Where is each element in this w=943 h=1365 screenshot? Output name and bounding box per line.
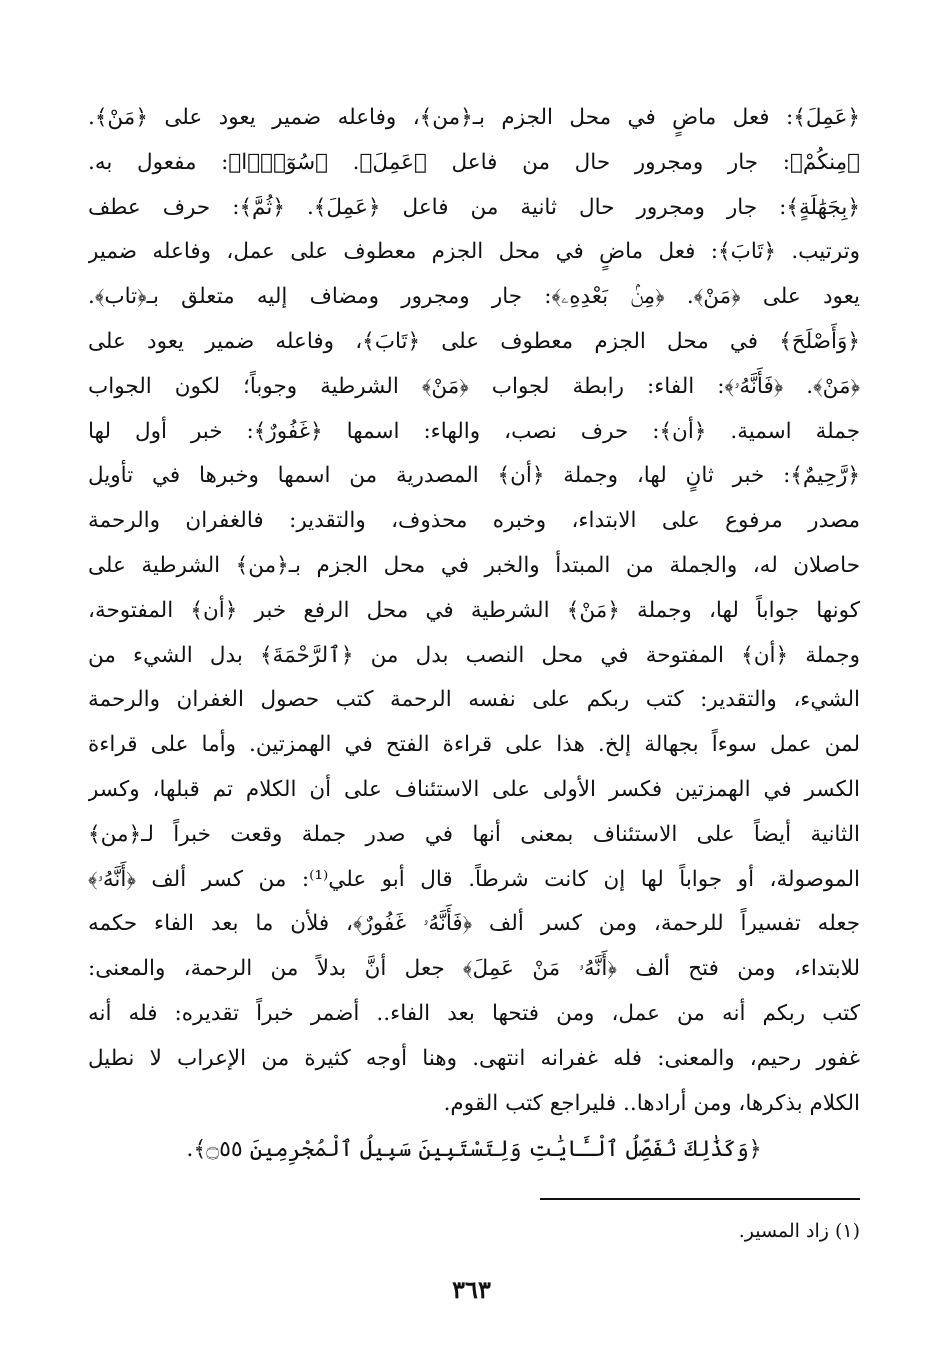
page-number: ٣٦٣ <box>452 1275 491 1304</box>
text-line: حاصلان له، والجملة من المبتدأ والخبر في محل الجزم بـ﴿من﴾ الشرطية على <box>88 552 860 578</box>
text-line: ﴿عَمِلَ﴾: فعل ماضٍ في محل الجزم بـ﴿من﴾، وفاعله ضمير يعود على ﴿مَنْ﴾. <box>88 105 860 130</box>
text-line: جعله تفسيراً للرحمة، ومن كسر ألف ﴿فَأَنَّهُۥ غَفُورٌ﴾، فلأن ما بعد الفاء حكمه <box>88 911 860 937</box>
text-line: يعود على ﴿مَنْ﴾. ﴿مِنۢ بَعْدِهِۦ﴾: جار ومجرور ومضاف إليه متعلق بـ﴿تاب﴾. <box>88 284 860 310</box>
text-line: وجملة ﴿أن﴾ المفتوحة في محل النصب بدل من ﴿ٱلرَّحْمَةَ﴾ بدل الشيء من <box>88 642 860 668</box>
text-line: الكسر في الهمزتين فكسر الأولى على الاستئناف على أن الكلام تم قبلها، وكسر <box>88 776 860 802</box>
text-line: جملة اسمية. ﴿أن﴾: حرف نصب، والهاء: اسمها ﴿غَفُورٌ﴾: خبر أول لها <box>88 418 860 444</box>
text-line: ﴿بِجَهَٰلَةٍ﴾: جار ومجرور حال ثانية من فاعل ﴿عَمِلَ﴾. ﴿ثُمَّ﴾: حرف عطف <box>88 194 860 220</box>
text-line: كتب ربكم أنه من عمل، ومن فتحها بعد الفاء.. أضمر خبراً تقديره: فله أنه <box>88 1000 860 1026</box>
text-line: الثانية أيضاً على الاستئناف بمعنى أنها في صدر جملة وقعت خبراً لـ﴿من﴾ <box>88 821 860 847</box>
text-line: للابتداء، ومن فتح ألف ﴿أَنَّهُۥ مَنْ عَمِلَ﴾ جعل أنَّ بدلاً من الرحمة، والمعنى: <box>88 956 860 982</box>
text-line: ﴿وَأَصْلَحَ﴾ في محل الجزم معطوف على ﴿تَابَ﴾، وفاعله ضمير يعود على <box>88 328 860 354</box>
text-line: ﴿مَنْ﴾. ﴿فَأَنَّهُۥ﴾: الفاء: رابطة لجواب ﴿مَنْ﴾ الشرطية وجوباً؛ لكون الجواب <box>88 373 860 399</box>
main-text <box>88 96 860 1126</box>
text-line: ﴿مِنكُمْ﴾: جار ومجرور حال من فاعل ﴿عَمِلَ﴾. ﴿سُوٓءًۢا﴾: مفعول به. <box>88 149 860 175</box>
text-line: الموصولة، أو جواباً لها إن كانت شرطاً. قال أبو علي⁽¹⁾: من كسر ألف ﴿أَنَّهُۥ﴾ <box>88 866 860 892</box>
text-line: غفور رحيم، والمعنى: فله غفرانه انتهى. وهنا أوجه كثيرة من الإعراب لا نطيل <box>88 1045 860 1071</box>
text-line: كونها جواباً لها، وجملة ﴿مَنْ﴾ الشرطية في محل الرفع خبر ﴿أن﴾ المفتوحة، <box>88 597 860 623</box>
footnote: (١) زاد المسير. <box>738 1220 860 1242</box>
quran-verse: ﴿وَكَذَٰلِكَ نُفَصِّلُ ٱلْـَٔايَٰتِ وَلِتَسْتَبِينَ سَبِيلُ ٱلْمُجْرِمِينَ ۝٥٥﴾. <box>186 1137 762 1162</box>
footnote-separator <box>540 1198 860 1200</box>
text-line: الشيء، والتقدير: كتب ربكم على نفسه الرحمة كتب حصول الغفران والرحمة <box>88 687 860 713</box>
text-line: الكلام بذكرها، ومن أرادها.. فليراجع كتب القوم. <box>443 1090 860 1116</box>
text-line: ﴿رَّحِيمٌ﴾: خبر ثانٍ لها، وجملة ﴿أن﴾ المصدرية من اسمها وخبرها في تأويل <box>88 463 860 489</box>
text-line: لمن عمل سوءاً بجهالة إلخ. هذا على قراءة الفتح في الهمزتين. وأما على قراءة <box>88 732 860 758</box>
text-line: مصدر مرفوع على الابتداء، وخبره محذوف، والتقدير: فالغفران والرحمة <box>88 508 860 534</box>
text-line: وترتيب. ﴿تَابَ﴾: فعل ماضٍ في محل الجزم معطوف على عمل، وفاعله ضمير <box>88 239 860 265</box>
